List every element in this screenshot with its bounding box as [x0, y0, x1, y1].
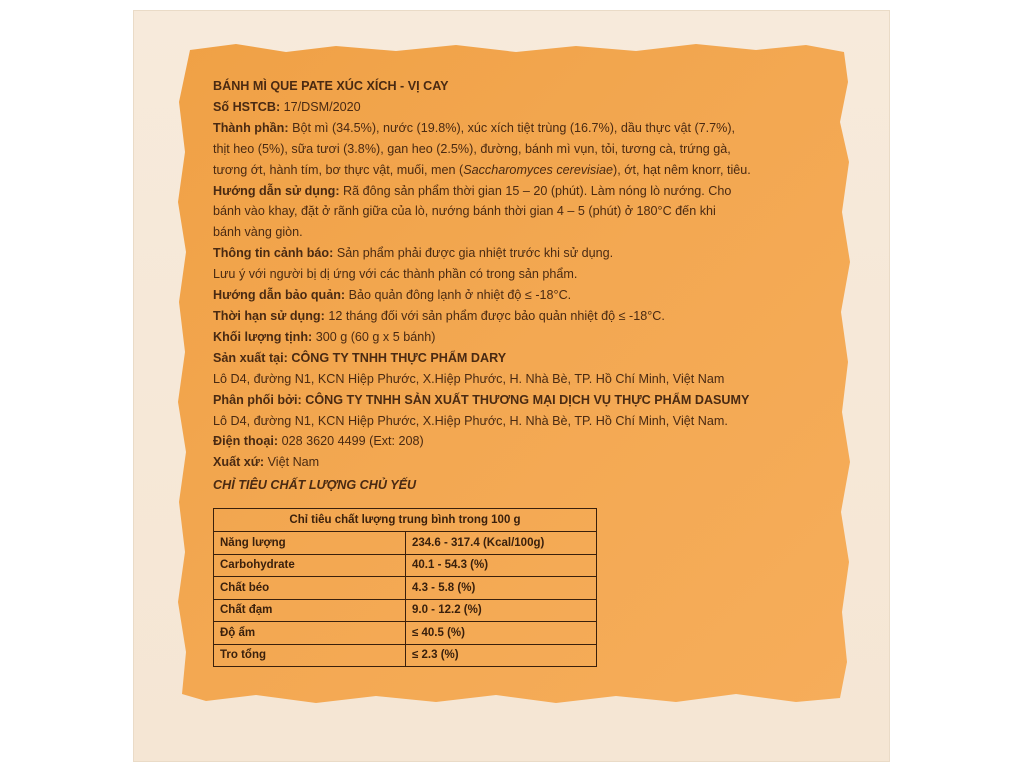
quality-metric-value: 234.6 - 317.4 (Kcal/100g) — [406, 532, 597, 555]
hstcb-label: Số HSTCB: — [213, 99, 281, 114]
quality-metric-name: Năng lượng — [214, 532, 406, 555]
net-weight-value: 300 g (60 g x 5 bánh) — [315, 329, 436, 344]
table-row — [214, 577, 597, 600]
ingredients-text-3a: tương ớt, hành tím, bơ thực vật, muối, men ( — [213, 162, 464, 177]
usage-text-3: bánh vàng giòn. — [213, 225, 303, 240]
quality-metric-value: 9.0 - 12.2 (%) — [406, 599, 597, 622]
producer-address: Lô D4, đường N1, KCN Hiệp Phước, X.Hiệp Phước, H. Nhà Bè, TP. Hồ Chí Minh, Việt Nam — [213, 371, 725, 386]
quality-metric-name: Carbohydrate — [214, 554, 406, 577]
table-row — [214, 622, 597, 645]
ingredients-label: Thành phần: — [213, 120, 289, 135]
phone-value: 028 3620 4499 (Ext: 208) — [281, 434, 424, 449]
table-row — [214, 532, 597, 555]
ingredients-text-1: Bột mì (34.5%), nước (19.8%), xúc xích tiệt trùng (16.7%), dầu thực vật (7.7%), — [292, 120, 736, 135]
product-title: BÁNH MÌ QUE PATE XÚC XÍCH - VỊ CAY — [213, 79, 449, 93]
quality-table — [213, 508, 597, 667]
usage-text-2: bánh vào khay, đặt ở rãnh giữa của lò, nướng bánh thời gian 4 – 5 (phút) ở 180°C đến khi — [213, 204, 716, 219]
origin-value: Việt Nam — [267, 455, 320, 470]
phone-label: Điện thoại: — [213, 434, 279, 449]
quality-metric-name: Chất đạm — [214, 599, 406, 622]
storage-label: Hướng dẫn bảo quản: — [213, 288, 346, 303]
producer-name: CÔNG TY TNHH THỰC PHẨM DARY — [291, 350, 507, 365]
distributor-address: Lô D4, đường N1, KCN Hiệp Phước, X.Hiệp Phước, H. Nhà Bè, TP. Hồ Chí Minh, Việt Nam. — [213, 413, 728, 428]
quality-metric-name: Chất béo — [214, 577, 406, 600]
quality-metric-value: ≤ 2.3 (%) — [406, 644, 597, 667]
distributor-label: Phân phối bởi: — [213, 392, 302, 407]
quality-metric-value: 4.3 - 5.8 (%) — [406, 577, 597, 600]
storage-value: Bảo quản đông lạnh ở nhiệt độ ≤ -18°C. — [348, 288, 572, 303]
origin-label: Xuất xứ: — [213, 455, 265, 470]
net-weight-label: Khối lượng tịnh: — [213, 329, 313, 344]
usage-text-1: Rã đông sản phẩm thời gian 15 – 20 (phút). Làm nóng lò nướng. Cho — [343, 183, 732, 198]
quality-table-header: Chỉ tiêu chất lượng trung bình trong 100 g — [214, 509, 597, 532]
warning-text-1: Sản phẩm phải được gia nhiệt trước khi sử dụng. — [336, 246, 614, 261]
table-row — [214, 599, 597, 622]
shelf-life-label: Thời hạn sử dụng: — [213, 308, 325, 323]
distributor-name: CÔNG TY TNHH SẢN XUẤT THƯƠNG MẠI DỊCH VỤ THỰC PHẨM DASUMY — [305, 392, 750, 407]
quality-section-title: CHỈ TIÊU CHẤT LƯỢNG CHỦ YẾU — [213, 478, 417, 492]
warning-label: Thông tin cảnh báo: — [213, 246, 334, 261]
usage-label: Hướng dẫn sử dụng: — [213, 183, 340, 198]
ingredients-yeast-name: Saccharomyces cerevisiae — [463, 162, 614, 177]
producer-label: Sản xuất tại: — [213, 350, 288, 365]
quality-metric-name: Tro tổng — [214, 644, 406, 667]
table-row — [214, 644, 597, 667]
quality-metric-value: ≤ 40.5 (%) — [406, 622, 597, 645]
table-row — [214, 554, 597, 577]
ingredients-text-2: thịt heo (5%), sữa tươi (3.8%), gan heo (2.5%), đường, bánh mì vụn, tỏi, tương cà, trứng gà, — [213, 141, 731, 156]
ingredients-text-3b: ), ớt, hạt nêm knorr, tiêu. — [613, 162, 751, 177]
product-info — [213, 76, 813, 473]
shelf-life-value: 12 tháng đối với sản phẩm được bảo quản nhiệt độ ≤ -18°C. — [328, 308, 665, 323]
quality-table-header-row — [214, 509, 597, 532]
quality-metric-name: Độ ẩm — [214, 622, 406, 645]
quality-metric-value: 40.1 - 54.3 (%) — [406, 554, 597, 577]
hstcb-value: 17/DSM/2020 — [283, 99, 361, 114]
warning-text-2: Lưu ý với người bị dị ứng với các thành phần có trong sản phẩm. — [213, 267, 578, 282]
